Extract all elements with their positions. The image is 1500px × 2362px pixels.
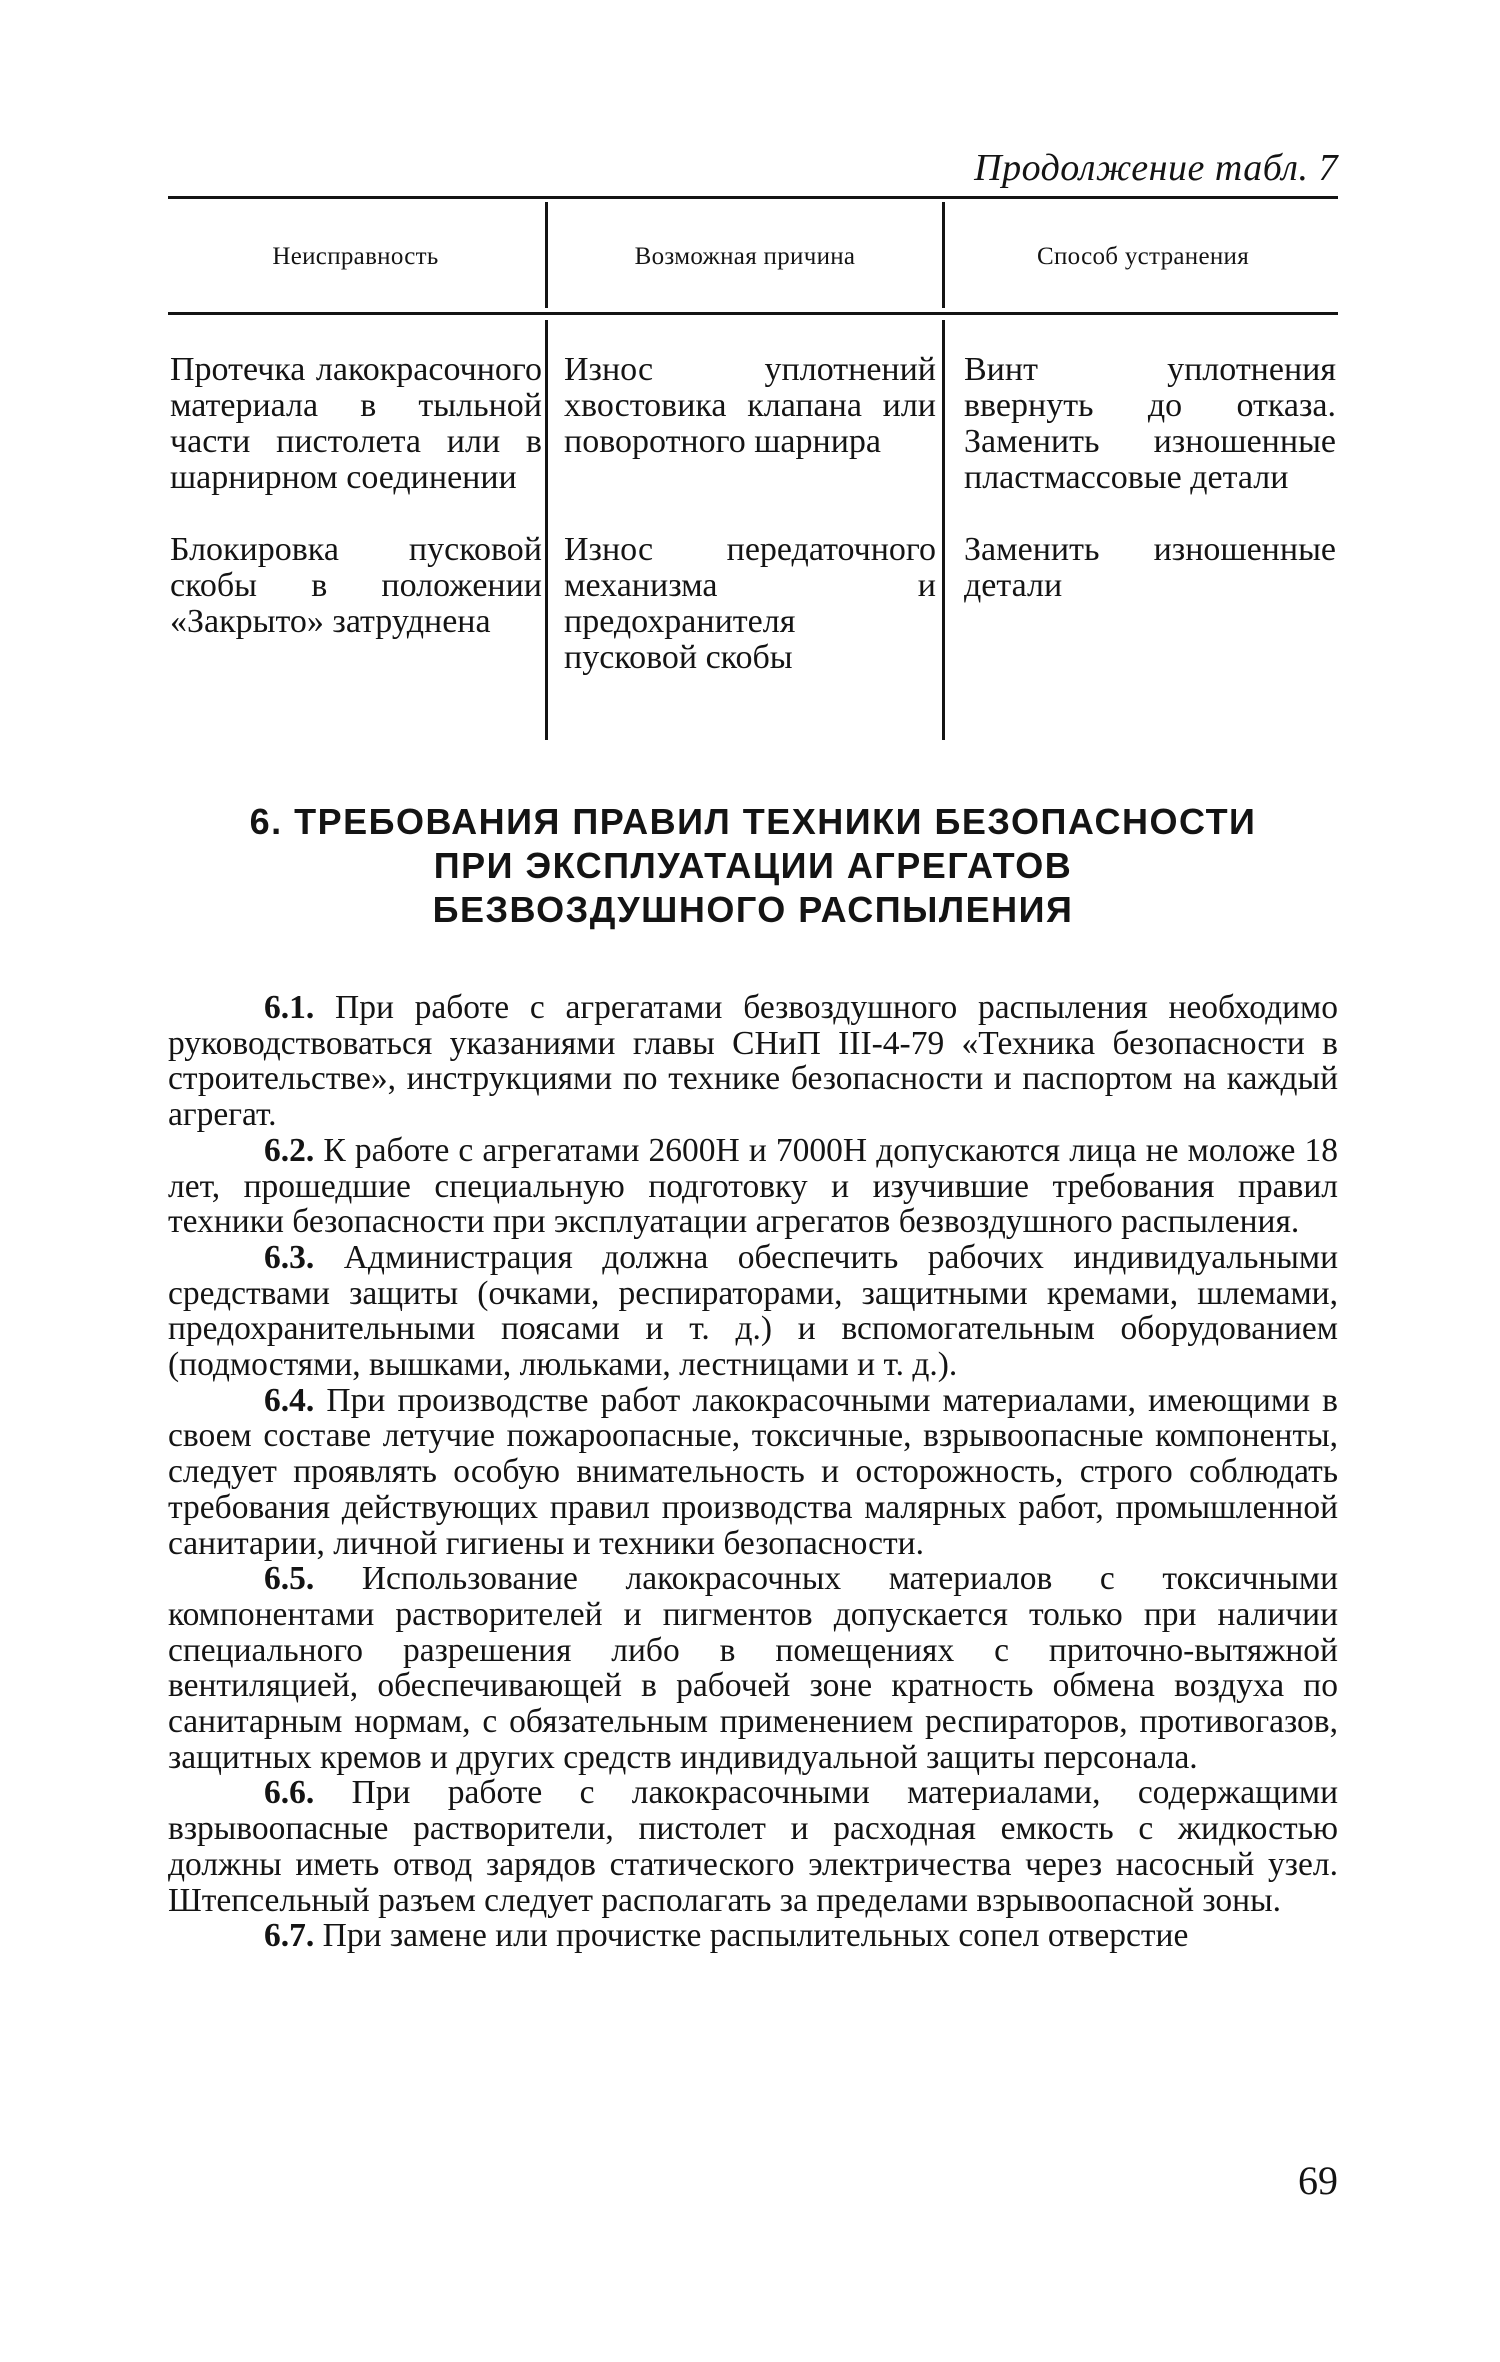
- section-title-line-3: БЕЗВОЗДУШНОГО РАСПЫЛЕНИЯ: [432, 889, 1074, 930]
- page-number: 69: [1298, 2158, 1338, 2203]
- section-title-line-2: ПРИ ЭКСПЛУАТАЦИИ АГРЕГАТОВ: [433, 845, 1073, 886]
- paragraph-number: 6.1.: [264, 989, 315, 1026]
- paragraph-number: 6.4.: [264, 1381, 315, 1419]
- header-fault: Неисправность: [272, 243, 439, 270]
- paragraph-text: К работе с агрегатами 2600Н и 7000Н допускаются лица не моложе 18 лет, прошедшие специальную подготовку и изучившие требования правил техники безопасности при эксплуатации агрегатов безвоздушного распыления.: [168, 1131, 1338, 1241]
- row2-fault: Блокировка пусковой скобы в положении «Закрыто» затруднена: [170, 531, 542, 640]
- paragraph-text: При замене или прочистке распылительных сопел отверстие: [322, 1917, 1189, 1955]
- table-header-rule: [168, 312, 1338, 315]
- section-heading: [168, 800, 1338, 932]
- paragraph-6-4: [168, 1383, 1338, 1562]
- header-cause: Возможная причина: [634, 243, 856, 270]
- header-remedy: Способ устранения: [1037, 243, 1249, 270]
- paragraph-6-5: [168, 1561, 1338, 1775]
- paragraph-text: При производстве работ лакокрасочными материалами, имеющими в своем составе летучие пожароопасные, токсичные, взрывоопасные компоненты, следует проявлять особую внимательность и осторожность, строго соблюдать требования действующих правил производства малярных работ, промышленной санитарии, личной гигиены и техники безопасности.: [168, 1381, 1338, 1562]
- row1-remedy: Винт уплотнения ввернуть до отказа. Заменить изношенные пластмассовые детали: [964, 351, 1336, 496]
- section-body: [168, 990, 1338, 1954]
- row2-cause: Износ передаточного механизма и предохранителя пусковой скобы: [564, 531, 936, 676]
- table-top-rule: [168, 196, 1338, 199]
- paragraph-text: Использование лакокрасочных материалов с токсичными компонентами растворителей и пигментов допускается только при наличии специального разрешения либо в помещениях с приточно-вытяжной вентиляцией, обеспечивающей в рабочей зоне кратность обмена воздуха по санитарным нормам, с обязательным применением респираторов, противогазов, защитных кремов и других средств индивидуальной защиты персонала.: [168, 1560, 1338, 1776]
- header-divider-1: [545, 202, 548, 308]
- paragraph-text: При работе с лакокрасочными материалами, содержащими взрывоопасные растворители, пистолет и расходная емкость с жидкостью должны иметь отвод зарядов статического электричества через насосный узел. Штепсельный разъем следует располагать за пределами взрывоопасной зоны.: [168, 1774, 1338, 1919]
- paragraph-6-7: [168, 1918, 1338, 1954]
- row2-remedy: Заменить изношенные детали: [964, 531, 1336, 604]
- paragraph-6-3: [168, 1240, 1338, 1383]
- paragraph-number: 6.5.: [264, 1560, 315, 1598]
- paragraph-6-1: [168, 990, 1338, 1133]
- paragraph-text: При работе с агрегатами безвоздушного распыления необходимо руководствоваться указаниями главы СНиП III-4-79 «Техника безопасности в строительстве», инструкциями по технике безопасности и паспортом на каждый агрегат.: [168, 989, 1338, 1134]
- paragraph-number: 6.6.: [264, 1774, 315, 1812]
- section-title-line-1: 6. ТРЕБОВАНИЯ ПРАВИЛ ТЕХНИКИ БЕЗОПАСНОСТИ: [249, 801, 1257, 842]
- table-continuation-label: Продолжение табл. 7: [974, 147, 1338, 189]
- header-divider-2: [942, 202, 945, 308]
- paragraph-number: 6.3.: [264, 1238, 315, 1276]
- body-divider-2: [942, 320, 945, 740]
- row1-cause: Износ уплотнений хвостовика клапана или поворотного шарнира: [564, 351, 936, 460]
- body-divider-1: [545, 320, 548, 740]
- row1-fault: Протечка лакокрасочного материала в тыльной части пистолета или в шарнирном соединении: [170, 351, 542, 496]
- paragraph-number: 6.7.: [264, 1917, 315, 1955]
- paragraph-6-6: [168, 1775, 1338, 1918]
- paragraph-text: Администрация должна обеспечить рабочих индивидуальными средствами защиты (очками, респираторами, защитными кремами, шлемами, предохранительными поясами и т. д.) и вспомогательным оборудованием (подмостями, вышками, люльками, лестницами и т. д.).: [168, 1238, 1338, 1384]
- paragraph-6-2: [168, 1133, 1338, 1240]
- paragraph-number: 6.2.: [264, 1131, 315, 1169]
